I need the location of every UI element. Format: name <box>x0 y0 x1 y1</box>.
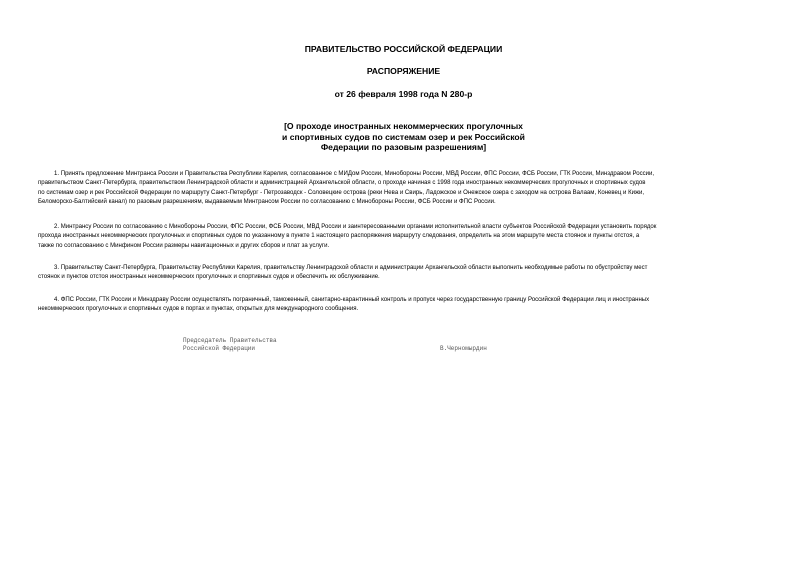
paragraph-4 <box>38 296 769 315</box>
paragraph-line: правительством Санкт-Петербурга, правительством Ленинградской области и администрацией Архангельской области, о проходе начиная с 1998 года иностранных некоммерческих прогулочных и спортивных судов <box>38 180 646 187</box>
paragraph-line: некоммерческих прогулочных и спортивных судов в портах и пунктах, открытых для международного сообщения. <box>38 306 359 313</box>
document-title <box>200 121 607 153</box>
signatory-position-line: Председатель Правительства <box>183 337 277 344</box>
document-date-number: от 26 февраля 1998 года N 280-р <box>334 89 473 99</box>
government-heading: ПРАВИТЕЛЬСТВО РОССИЙСКОЙ ФЕДЕРАЦИИ <box>304 44 503 54</box>
paragraph-1 <box>38 170 769 208</box>
paragraph-3 <box>38 264 769 283</box>
paragraph-2 <box>38 223 769 251</box>
signatory-position-line: Российской Федерации <box>183 345 256 353</box>
signatory-name: В.Черномырдин <box>440 345 487 352</box>
title-line: и спортивных судов по системам озер и рек Российской <box>282 131 525 142</box>
paragraph-line: стоянок и пунктов отстоя иностранных некоммерческих прогулочных и спортивных судов и обеспечить их обслуживание. <box>38 274 380 281</box>
paragraph-line: 3. Правительству Санкт-Петербурга, Правительству Республики Карелия, правительству Ленинградской области и администрации Архангельской области выполнить необходимые работы по обустройству мест <box>54 265 648 271</box>
signatory-position <box>183 337 277 354</box>
paragraph-line: по системам озер и рек Российской Федерации по маршруту Санкт-Петербург - Петрозаводск - Соловецкие острова (реки Нева и Свирь, Ладожское и Онежское озера с заходом на острова Валаам, Коневец и Кижи, <box>38 189 645 196</box>
paragraph-line: 1. Принять предложение Минтранса России и Правительства Республики Карелия, согласованное с МИДом России, Минобороны России, МВД России, ФПС России, ФСБ России, ГТК России, Минздравом России, <box>54 171 655 177</box>
title-line: Федерации по разовым разрешениям] <box>320 142 487 153</box>
title-line: [О проходе иностранных некоммерческих прогулочных <box>284 121 523 131</box>
paragraph-line: 2. Минтрансу России по согласованию с Минобороны России, ФПС России, ФСБ России, МВД России и заинтересованными органами исполнительной власти субъектов Российской Федерации установить порядок <box>54 224 657 230</box>
document-type-heading: РАСПОРЯЖЕНИЕ <box>366 66 441 76</box>
paragraph-line: прохода иностранных некоммерческих прогулочных и спортивных судов по указанному в пункте 1 настоящего распоряжения маршруту следования, определить на этом маршруте места стоянок и пункты отстоя, а <box>38 233 640 240</box>
paragraph-line: Беломорско-Балтийский канал) по разовым разрешениям, выдаваемым Минтрансом России по согласованию с Минобороны России, ФСБ России и ФПС России. <box>38 199 496 206</box>
paragraph-line: также по согласованию с Минфином России размеры навигационных и других сборов и плат за услуги. <box>38 242 330 249</box>
paragraph-line: 4. ФПС России, ГТК России и Минздраву России осуществлять пограничный, таможенный, санитарно-карантинный контроль и пропуск через государственную границу Российской Федерации лиц и иностранных <box>54 297 650 303</box>
